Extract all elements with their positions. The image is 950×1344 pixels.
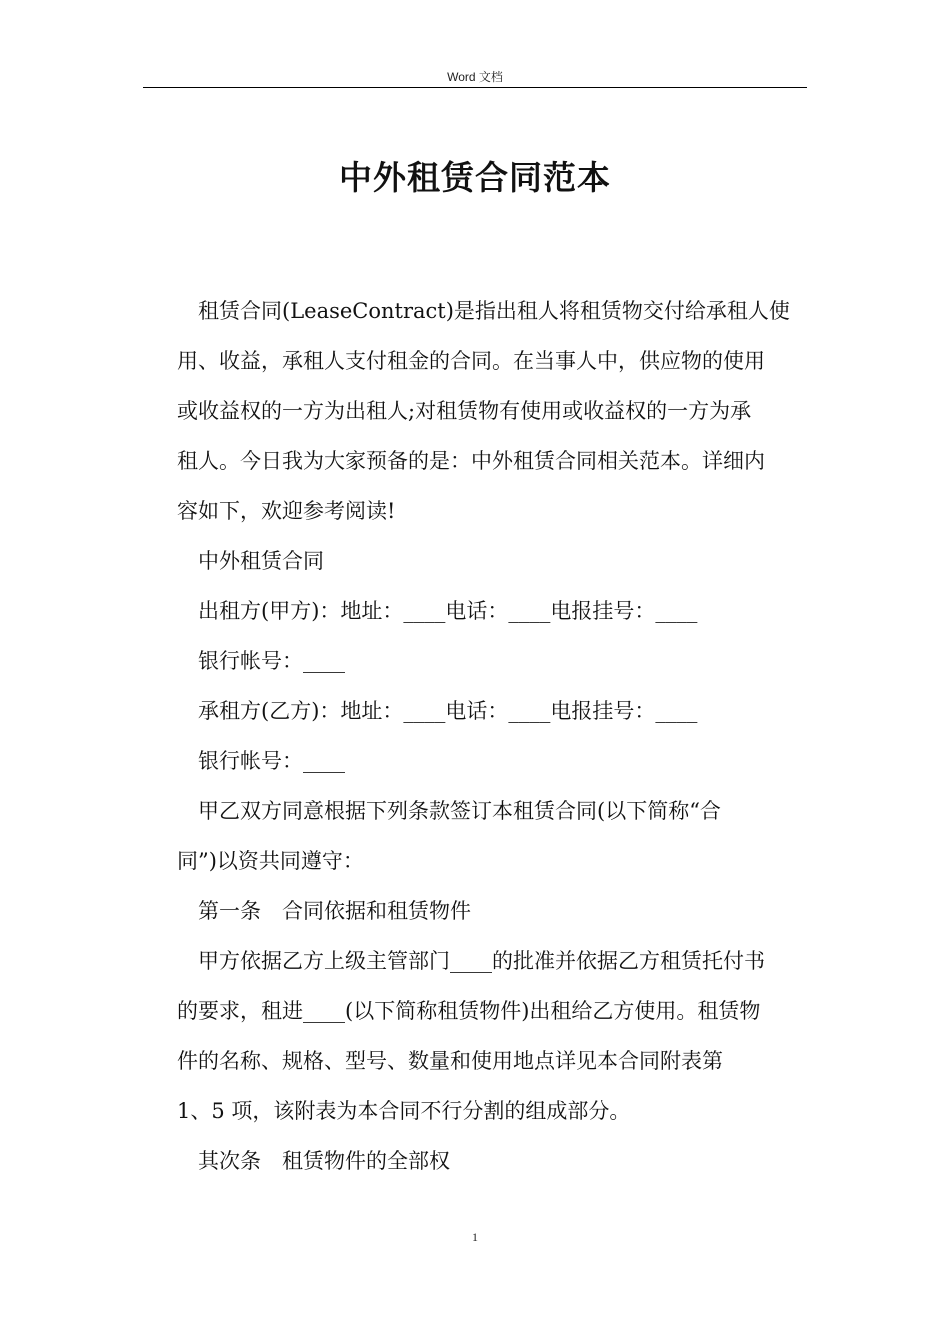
paragraph (177, 936, 807, 1136)
paragraph (177, 1136, 807, 1186)
text-line: 的要求，租进____(以下简称租赁物件)出租给乙方使用。租赁物 (177, 999, 761, 1023)
text-line: 件的名称、规格、型号、数量和使用地点详见本合同附表第 (177, 1049, 723, 1073)
text-line: 容如下，欢迎参考阅读! (177, 499, 396, 523)
text-line: 租人。今日我为大家预备的是：中外租赁合同相关范本。详细内 (177, 449, 765, 473)
text-line: 第一条 合同依据和租赁物件 (198, 899, 471, 923)
page-number: 1 (472, 1230, 478, 1244)
text-line: 银行帐号：____ (198, 749, 345, 773)
text-line: 同”)以资共同遵守： (177, 849, 364, 873)
text-line: 其次条 租赁物件的全部权 (198, 1149, 450, 1173)
header-rule (143, 87, 807, 88)
text-line: 或收益权的一方为出租人;对租赁物有使用或收益权的一方为承 (177, 399, 752, 423)
paragraph (177, 286, 807, 536)
document-body (177, 286, 807, 1186)
paragraph (177, 636, 807, 686)
text-line: 出租方(甲方)：地址：____电话：____电报挂号：____ (198, 599, 698, 623)
text-line: 银行帐号：____ (198, 649, 345, 673)
paragraph (177, 586, 807, 636)
text-line: 甲方依据乙方上级主管部门____的批准并依据乙方租赁托付书 (198, 949, 765, 973)
text-line: 用、收益，承租人支付租金的合同。在当事人中，供应物的使用 (177, 349, 765, 373)
paragraph (177, 536, 807, 586)
paragraph (177, 686, 807, 736)
page-header-label: Word 文档 (447, 70, 503, 84)
text-line: 1、5 项，该附表为本合同不行分割的组成部分。 (177, 1099, 631, 1123)
paragraph (177, 786, 807, 886)
text-line: 租赁合同(LeaseContract)是指出租人将租赁物交付给承租人使 (198, 299, 790, 323)
paragraph (177, 736, 807, 786)
paragraph (177, 886, 807, 936)
document-title: 中外租赁合同范本 (339, 158, 611, 197)
text-line: 承租方(乙方)：地址：____电话：____电报挂号：____ (198, 699, 698, 723)
text-line: 中外租赁合同 (198, 549, 324, 573)
text-line: 甲乙双方同意根据下列条款签订本租赁合同(以下简称“合 (198, 799, 721, 823)
